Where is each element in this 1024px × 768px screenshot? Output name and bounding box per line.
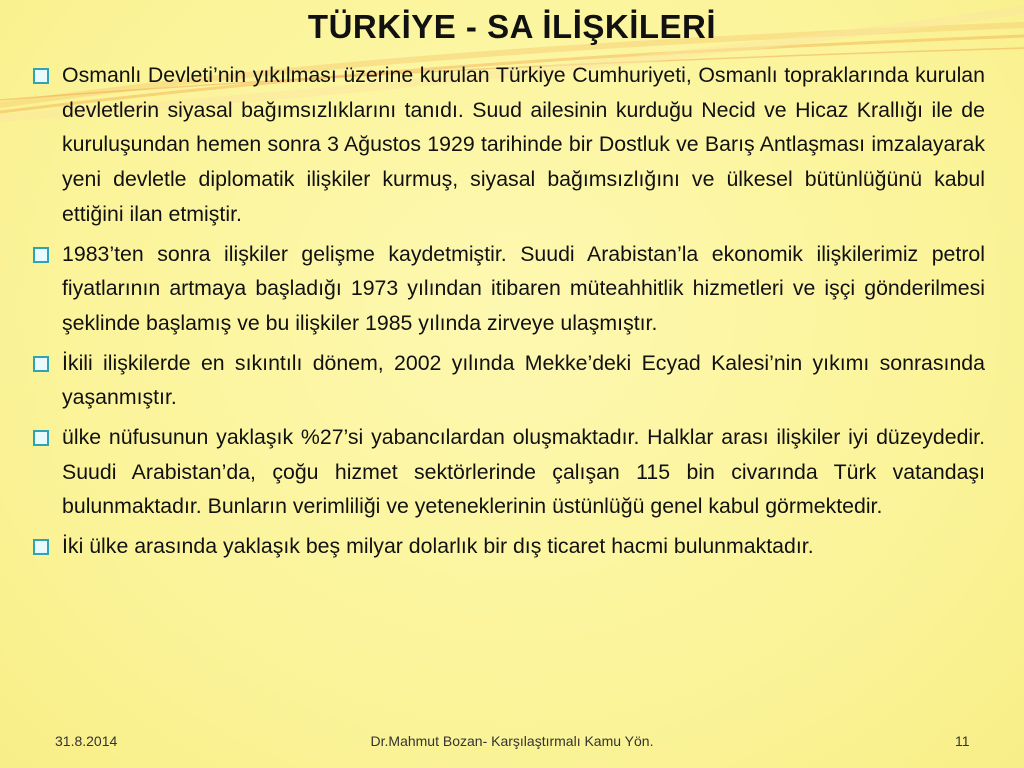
bullet-list	[30, 58, 985, 569]
bullet-item	[30, 529, 985, 564]
page-number: 11	[955, 733, 970, 749]
footer-date: 31.8.2014	[55, 733, 118, 749]
checkbox-square-icon	[33, 430, 49, 446]
checkbox-square-icon	[33, 539, 49, 555]
bullet-text: 1983’ten sonra ilişkiler gelişme kaydetmiştir. Suudi Arabistan’la ekonomik ilişkilerimiz petrol fiyatlarının artmaya başladığı 1973 yılından itibaren müteahhitlik hizmetleri ve işçi gönderilmesi şeklinde başlamış ve bu ilişkiler 1985 yılında zirveye ulaşmıştır.	[62, 241, 985, 335]
bullet-text: Osmanlı Devleti’nin yıkılması üzerine kurulan Türkiye Cumhuriyeti, Osmanlı topraklarında kurulan devletlerin siyasal bağımsızlıklarını tanıdı. Suud ailesinin kurduğu Necid ve Hicaz Krallığı ile de kuruluşundan hemen sonra 3 Ağustos 1929 tarihinde bir Dostluk ve Barış Antlaşması imzalayarak yeni devletle diplomatik ilişkiler kurmuş, siyasal bağımsızlığını ve ülkesel bütünlüğünü kabul ettiğini ilan etmiştir.	[62, 63, 985, 226]
bullet-text: İki ülke arasında yaklaşık beş milyar dolarlık bir dış ticaret hacmi bulunmaktadır.	[62, 534, 814, 559]
footer-author: Dr.Mahmut Bozan- Karşılaştırmalı Kamu Yön.	[370, 733, 654, 749]
bullet-text: İkili ilişkilerde en sıkıntılı dönem, 2002 yılında Mekke’deki Ecyad Kalesi’nin yıkımı sonrasında yaşanmıştır.	[62, 350, 985, 410]
checkbox-square-icon	[33, 356, 49, 372]
checkbox-square-icon	[33, 247, 49, 263]
bullet-item	[30, 58, 985, 232]
bullet-item	[30, 420, 985, 524]
slide-title: TÜRKİYE - SA İLİŞKİLERİ	[307, 8, 717, 45]
bullet-item	[30, 346, 985, 415]
checkbox-square-icon	[33, 68, 49, 84]
bullet-item	[30, 237, 985, 341]
bullet-text: ülke nüfusunun yaklaşık %27’si yabancılardan oluşmaktadır. Halklar arası ilişkiler iyi düzeydedir. Suudi Arabistan’da, çoğu hizmet sektörlerinde çalışan 115 bin civarında Türk vatandaşı bulunmaktadır. Bunların verimliliği ve yeteneklerinin üstünlüğü genel kabul görmektedir.	[62, 425, 985, 519]
